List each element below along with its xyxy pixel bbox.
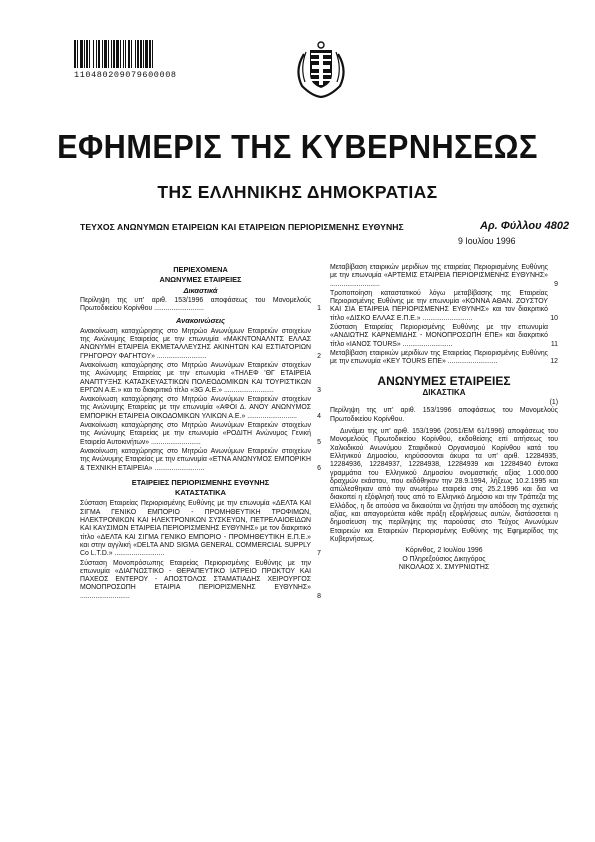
gazette-subtitle: ΤΗΣ ΕΛΛΗΝΙΚΗΣ ΔΗΜΟΚΡΑΤΙΑΣ — [157, 182, 438, 202]
item-body: Δυνάμει της υπ' αριθ. 153/1996 (2051/ΕΜ 61/1996) αποφάσεως του Μονομελούς Πρωτοδικείου Κορίνθου, εκδοθείσης επί αιτήσεως του Χαλκιδικού Ανωνύμου Σταφιδικού Οργανισμού Κορίνθου κατά του Ελληνικού Δημοσίου, κηρύσσονται άκυρα τα υπ' αριθ. 12284935, 12284936, 12284937, 12284938, 12284939 και 12284940 έντοκα γραμμάτια του Ελληνικού Δημοσίου ονομαστικής αξίας 1.000.000 δραχμών εκάστου, που εκδόθηκαν την 28.9.1994, λήξεως 10.2.1995 και απώλεσθηκαν από την ανωτέρω εταιρεία στις 25.2.1996 και δια να διακοπεί η εξόφλησή τους από το Ελληνικό Δημόσιο και την Τράπεζα της Ελλάδος, η δε αιτούσα να δικαιούται να ζητήσει την απόδοση της σχετικής αξίας, και απαγορεύεται κάθε πράξη εξοφλήσεως αυτών, διατάσσεται η δημοσίευση της περίληψης της παρούσας στο Τεύχος Ανωνύμων Εταιρειών και Εταιρειών Περιορισμένης Ευθύνης της Εφημερίδος της Κυβερνήσεως. — [330, 428, 558, 543]
toc-entry-text: Ανακοίνωση καταχώρησης στο Μητρώο Ανωνύμων Εταιρειών στοιχείων της Ανώνυμης Εταιρείας με την επωνυμία «ΡΟΔΙΤΗ Ανώνυμος Γενική Εταιρεία Αυτοκινήτων» .......................... — [80, 422, 311, 446]
toc-entry[interactable] — [80, 448, 321, 473]
toc-entry-text: Ανακοίνωση καταχώρησης στο Μητρώο Ανωνύμων Εταιρειών στοιχείων της Ανώνυμης Εταιρείας με την επωνυμία «ΑΦΟΙ Δ. ΑΝΟΥ ΑΝΩΝΥΜΟΣ ΕΜΠΟΡΙΚΗ ΕΤΑΙΡΕΙΑ ΟΙΚΟΔΟΜΙΚΩΝ ΥΛΙΚΩΝ Α.Ε.» .......................... — [80, 396, 311, 420]
toc-entry-page: 9 — [554, 280, 558, 288]
body-column — [330, 264, 558, 572]
contents-column — [80, 264, 321, 602]
statutes-list — [80, 500, 321, 601]
item-number: (1) — [549, 399, 558, 407]
series-label: ΤΕΥΧΟΣ ΑΝΩΝΥΜΩΝ ΕΤΑΙΡΕΙΩΝ ΚΑΙ ΕΤΑΙΡΕΙΩΝ ΠΕΡΙΟΡΙΣΜΕΝΗΣ ΕΥΘΥΝΗΣ — [80, 222, 404, 232]
toc-entry[interactable] — [80, 297, 321, 314]
toc-entry-page: 8 — [317, 592, 321, 600]
toc-entry[interactable] — [330, 324, 558, 349]
toc-section-epe: ΕΤΑΙΡΕΙΕΣ ΠΕΡΙΟΡΙΣΜΕΝΗΣ ΕΥΘΥΝΗΣ — [131, 477, 270, 487]
toc-category-announcements: Ανακοινώσεις — [176, 316, 225, 326]
toc-entry-text: Σύσταση Μονοπρόσωπης Εταιρείας Περιορισμένης Ευθύνης με την επωνυμία «ΔΙΑΓΝΩΣΤΙΚΟ - ΘΕΡΑΠΕΥΤΙΚΟ ΙΑΤΡΕΙΟ ΠΡΩΚΤΟΥ ΚΑΙ ΠΑΧΕΟΣ ΕΝΤΕΡΟΥ - ΑΠΟΣΤΟΛΟΣ ΣΤΑΜΑΤΙΑΔΗΣ ΧΕΙΡΟΥΡΓΟΣ ΜΟΝΟΠΡΟΣΩΠΗ ΕΤΑΙΡΙΑ ΠΕΡΙΟΡΙΣΜΕΝΗΣ ΕΥΘΥΝΗΣ» .......................... — [80, 559, 311, 600]
toc-entry-text: Ανακοίνωση καταχώρησης στο Μητρώο Ανωνύμων Εταιρειών στοιχείων της Ανώνυμης Εταιρείας με την επωνυμία «ΤΗΛΕΦ 'ΘΓ ΕΤΑΙΡΕΙΑ ΑΝΑΠΤΥΞΗΣ ΚΑΤΑΣΚΕΥΑΣΤΙΚΩΝ ΠΟΛΕΟΔΟΜΙΚΩΝ ΚΑΙ ΤΟΥΡΙΣΤΙΚΩΝ ΕΡΓΩΝ Α.Ε.» και το διακριτικό τίτλο «3G Α.Ε.» .......................... — [80, 361, 311, 394]
toc-entry-page: 2 — [317, 352, 321, 360]
toc-entry-page: 5 — [317, 438, 321, 446]
toc-entry-page: 12 — [550, 358, 558, 366]
toc-entry[interactable] — [80, 422, 321, 447]
toc-category-statutes: ΚΑΤΑΣΤΑΤΙΚΑ — [174, 488, 227, 498]
toc-entry-page: 3 — [317, 386, 321, 394]
section-heading: ΑΝΩΝΥΜΕΣ ΕΤΑΙΡΕΙΕΣ — [377, 373, 511, 388]
toc-entry[interactable] — [80, 328, 321, 361]
toc-entry[interactable] — [80, 500, 321, 558]
toc-entry-page: 7 — [317, 550, 321, 558]
toc-entry[interactable] — [330, 350, 558, 367]
toc-entry-text: Μεταβίβαση εταιρικών μεριδίων της Εταιρείας Περιορισμένης Ευθύνης με την επωνυμία «KEY TOURS ΕΠΕ» .......................... — [330, 349, 548, 366]
barcode-number: 110480209079600008 — [74, 70, 177, 80]
greek-coat-of-arms-icon — [294, 40, 348, 98]
barcode — [74, 40, 212, 68]
toc-entry-page: 11 — [550, 340, 558, 348]
toc-category-court: Δικαστικά — [183, 285, 218, 295]
toc-entry[interactable] — [80, 362, 321, 395]
toc-entry[interactable] — [80, 560, 321, 601]
item-title: Περίληψη της υπ' αριθ. 153/1996 αποφάσεως του Μονομελούς Πρωτοδικείου Κορίνθου. — [330, 407, 558, 423]
announcements-list — [80, 328, 321, 473]
signer-name: ΝΙΚΟΛΑΟΣ Χ. ΣΜΥΡΝΙΩΤΗΣ — [398, 563, 490, 571]
toc-entry-text: Τροποποίηση καταστατικού λόγω μεταβίβασης της Εταιρείας Περιορισμένης Ευθύνης με την επωνυμία «ΚΟΝΝΑ ΑΘΑΝ. ΖΟΥΣΤΟΥ ΚΑΙ ΣΙΑ ΕΤΑΙΡΕΙΑ ΠΕΡΙΟΡΙΣΜΕΝΗΣ ΕΥΘΥΝΗΣ» και τον διακριτικό τίτλο «ΔΙΣΚΟ ΕΛΛΑΣ Ε.Π.Ε.» .......................... — [330, 289, 548, 322]
toc-entry-text: Σύσταση Εταιρείας Περιορισμένης Ευθύνης με την επωνυμία «ΔΕΛΤΑ ΚΑΙ ΣΙΓΜΑ ΓΕΝΙΚΟ ΕΜΠΟΡΙΟ - ΠΡΟΜΗΘΕΥΤΙΚΗ ΤΡΟΦΙΜΩΝ, ΗΛΕΚΤΡΟΝΙΚΩΝ ΚΑΙ ΗΛΕΚΤΡΟΝΙΚΩΝ ΣΥΣΚΕΥΩΝ, ΠΕΤΡΕΛΑΙΟΕΙΔΩΝ ΚΑΙ ΚΑΥΣΙΜΩΝ ΕΤΑΙΡΕΙΑ ΠΕΡΙΟΡΙΣΜΕΝΗΣ ΕΥΘΥΝΗΣ» με τον διακριτικό τίτλο «ΔΕΛΤΑ ΚΑΙ ΣΙΓΜΑ ΓΕΝΙΚΟ ΕΜΠΟΡΙΟ - ΠΡΟΜΗΘΕΥΤΙΚΗ Ε.Π.Ε.» και στην αγγλική «DELTA AND SIGMA GENERAL COMMERCIAL SUPPLY Co L.T.D.» .......................... — [80, 500, 311, 558]
toc-entry[interactable] — [330, 290, 558, 323]
toc-entry-text: Περίληψη της υπ' αριθ. 153/1996 αποφάσεως του Μονομελούς Πρωτοδικείου Κορίνθου .......................... — [80, 296, 311, 313]
toc-entry-page: 1 — [317, 305, 321, 313]
place-date: Κόρινθος, 2 Ιουλίου 1996 — [405, 547, 483, 555]
toc-entry-page: 4 — [317, 412, 321, 420]
statutes-list-continued — [330, 264, 558, 367]
contents-heading: ΠΕΡΙΕΧΟΜΕΝΑ — [173, 265, 228, 274]
toc-entry-text: Ανακοίνωση καταχώρησης στο Μητρώο Ανωνύμων Εταιρειών στοιχείων της Ανώνυμης Εταιρείας με την επωνυμία «ΜΑΚΝΤΟΝΑΛΝΤΣ ΕΛΛΑΣ ΑΝΩΝΥΜΗ ΕΤΑΙΡΕΙΑ ΕΚΜΕΤΑΛΛΕΥΣΗΣ ΑΚΙΝΗΤΩΝ ΚΑΙ ΕΣΤΙΑΤΟΡΙΩΝ ΓΡΗΓΟΡΟΥ ΦΑΓΗΤΟΥ» .......................... — [80, 327, 311, 360]
issue-date: 9 Ιουλίου 1996 — [458, 236, 516, 246]
toc-entry-text: Μεταβίβαση εταιρικών μεριδίων της εταιρείας Περιορισμένης Ευθύνης με την επωνυμία «ΑΡΤΕΜΙΣ ΕΤΑΙΡΕΙΑ ΠΕΡΙΟΡΙΣΜΕΝΗΣ ΕΥΘΥΝΗΣ» .......................... — [330, 264, 548, 288]
toc-entry[interactable] — [330, 264, 558, 289]
toc-entry[interactable] — [80, 396, 321, 421]
barcode-bar — [153, 40, 155, 68]
toc-section-ae: ΑΝΩΝΥΜΕΣ ΕΤΑΙΡΕΙΕΣ — [159, 275, 242, 285]
toc-entry-text: Ανακοίνωση καταχώρησης στο Μητρώο Ανωνύμων Εταιρειών στοιχείων της Ανώνυμης Εταιρείας με την επωνυμία «ΕΤΝΑ ΑΝΩΝΥΜΟΣ ΕΜΠΟΡΙΚΗ & ΤΕΧΝΙΚΗ ΕΤΑΙΡΕΙΑ» .......................... — [80, 447, 311, 472]
toc-entry-page: 10 — [550, 314, 558, 322]
toc-entry-text: Σύσταση Εταιρείας Περιορισμένης Ευθύνης με την επωνυμία «ΑΝΔΙΩΤΗΣ ΚΑΡΝΕΜΙΔΗΣ - ΜΟΝΟΠΡΟΣΩΠΗ ΕΠΕ» και διακριτικό τίτλο «ΙΑΝΟΣ TOURS» .......................... — [330, 324, 548, 348]
toc-entry-page: 6 — [317, 464, 321, 472]
gazette-title: ΕΦΗΜΕΡΙΣ ΤΗΣ ΚΥΒΕΡΝΗΣΕΩΣ — [57, 128, 538, 165]
section-subheading: ΔΙΚΑΣΤΙΚΑ — [422, 387, 466, 397]
issue-number: Αρ. Φύλλου 4802 — [480, 220, 570, 232]
signer-role: Ο Πληρεξούσιος Δικηγόρος — [402, 555, 486, 563]
